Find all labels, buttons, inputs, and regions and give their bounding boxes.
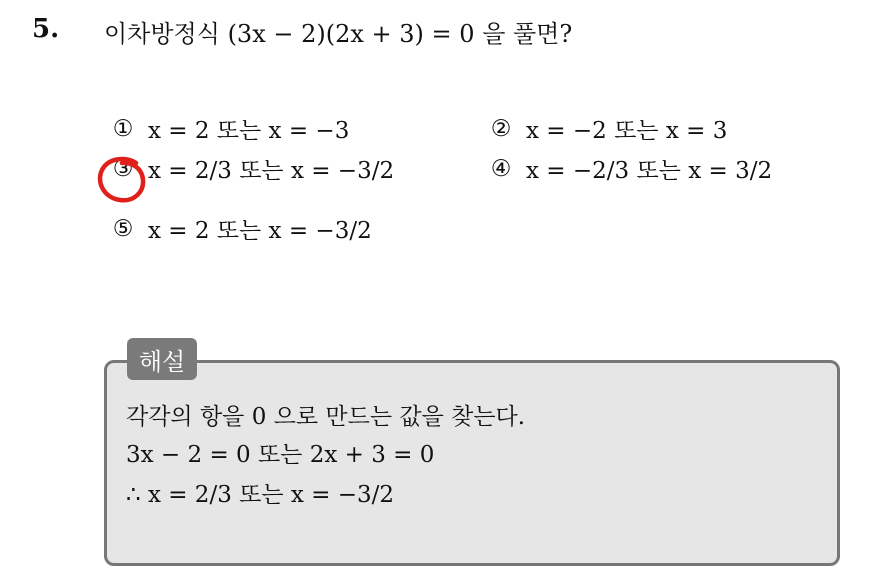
option-4[interactable]	[486, 152, 772, 185]
option-3-text: x = 2/3 또는 x = −3/2	[148, 158, 395, 184]
question-number: 5.	[32, 14, 60, 44]
option-5-text: x = 2 또는 x = −3/2	[148, 218, 372, 244]
option-4-mark: ④	[490, 155, 512, 182]
option-5-mark: ⑤	[112, 215, 134, 242]
solution-tag: 해설	[127, 338, 197, 380]
option-5[interactable]	[108, 212, 372, 245]
option-2[interactable]	[486, 112, 727, 145]
question-text	[104, 14, 572, 49]
option-2-text: x = −2 또는 x = 3	[526, 118, 728, 144]
option-4-text: x = −2/3 또는 x = 3/2	[526, 158, 773, 184]
question-suffix: 을 풀면?	[482, 20, 573, 48]
option-1-text: x = 2 또는 x = −3	[148, 118, 350, 144]
question-prefix: 이차방정식	[104, 20, 220, 48]
solution-line-3: ∴ x = 2/3 또는 x = −3/2	[126, 482, 395, 508]
answer-circle-mark	[96, 154, 152, 206]
option-2-mark: ②	[490, 115, 512, 142]
solution-line-1: 각각의 항을 0 으로 만드는 값을 찾는다.	[126, 404, 526, 430]
solution-line-2: 3x − 2 = 0 또는 2x + 3 = 0	[126, 442, 435, 468]
option-1[interactable]	[108, 112, 349, 145]
option-1-mark: ①	[112, 115, 134, 142]
option-3-mark: ③	[112, 155, 134, 182]
question-equation: (3x − 2)(2x + 3) = 0	[227, 20, 475, 48]
